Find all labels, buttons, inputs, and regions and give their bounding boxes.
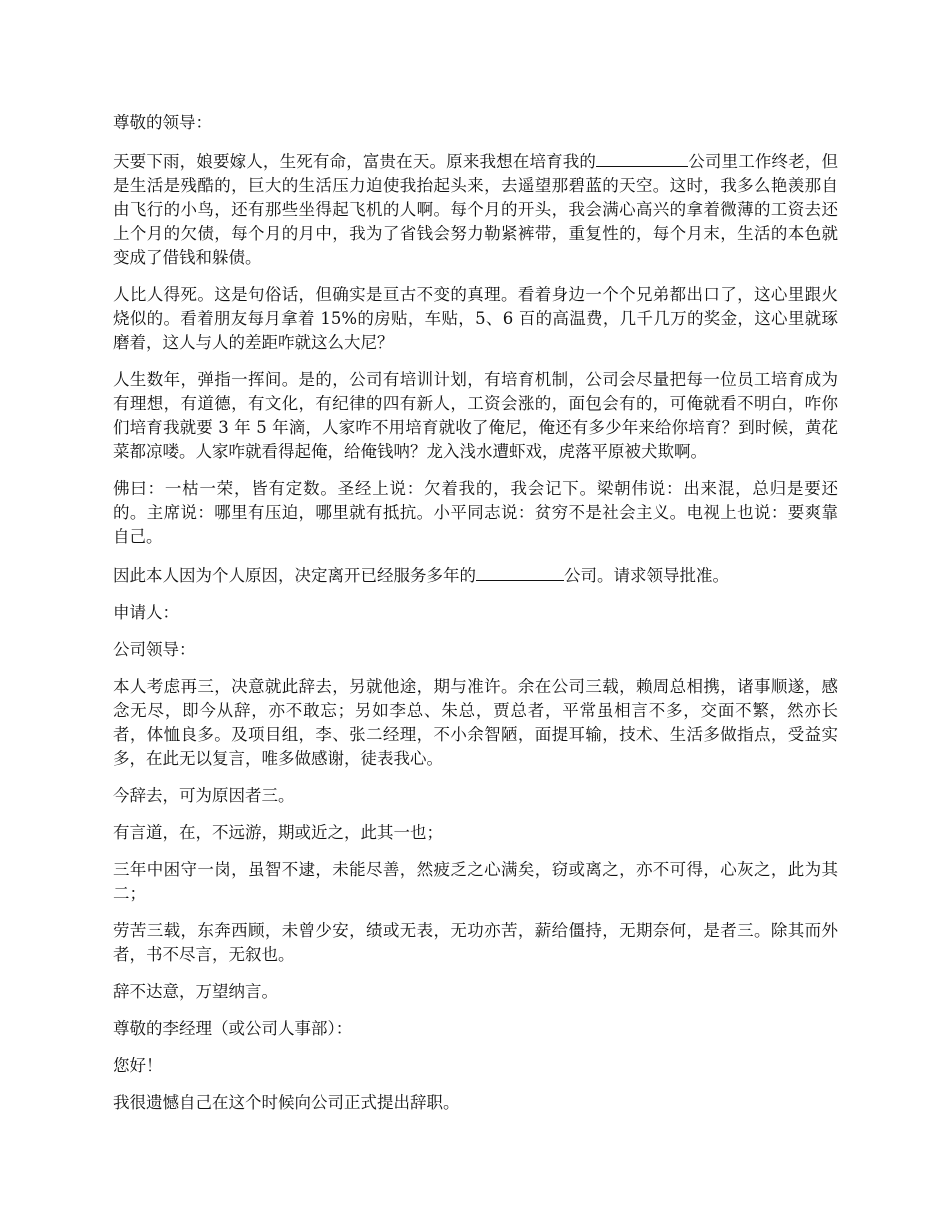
company-name-blank: [596, 148, 688, 167]
paragraph-1: [113, 148, 838, 270]
paragraph-9: 三年中困守一岗，虽智不逮，未能尽善，然疲乏之心满矣，窃或离之，亦不可得，心灰之，此为其二；: [113, 860, 838, 903]
paragraph-5-part-b: 公司。请求领导批准。: [564, 566, 729, 585]
salutation-leaders: 尊敬的领导：: [113, 113, 212, 132]
paragraph-5-part-a: 因此本人因为个人原因，决定离开已经服务多年的: [113, 566, 476, 585]
paragraph-6: 本人考虑再三，决意就此辞去，另就他途，期与准许。余在公司三载，赖周总相携，诸事顺遂，感念无尽，即今从辞，亦不敢忘；另如李总、朱总，贾总者，平常虽相言不多，交面不繁，然亦长者，体恤良多。及项目组，李、张二经理，不小余智陋，面提耳输，技术、生活多做指点，受益实多，在此无以复言，唯多做感谢，徒表我心。: [113, 677, 838, 768]
salutation-manager: 尊敬的李经理（或公司人事部）：: [113, 1019, 353, 1038]
paragraph-7: 今辞去，可为原因者三。: [113, 786, 295, 805]
paragraph-2: 人比人得死。这是句俗话，但确实是亘古不变的真理。看着身边一个个兄弟都出口了，这心里跟火烧似的。看着朋友每月拿着 15%的房贴，车贴，5、6 百的高温费，几千几万的奖金，这心里就琢磨着，这人与人的差距咋就这么大尼？: [113, 285, 838, 352]
paragraph-3: 人生数年，弹指一挥间。是的，公司有培训计划，有培育机制，公司会尽量把每一位员工培育成为有理想，有道德，有文化，有纪律的四有新人，工资会涨的，面包会有的，可俺就看不明白，咋你们培育我就要 3 年 5 年滴，人家咋不用培育就收了俺尼，俺还有多少年来给你培育？到时候，黄花菜都凉喽。人家咋就看得起俺，给俺钱呐？龙入浅水遭虾戏，虎落平原被犬欺啊。: [113, 370, 838, 461]
salutation-company-leaders: 公司领导：: [113, 640, 196, 659]
paragraph-10: 劳苦三载，东奔西顾，未曾少安，绩或无表，无功亦苦，薪给僵持，无期奈何，是者三。除其而外者，书不尽言，无叙也。: [113, 921, 838, 964]
paragraph-1-part-a: 天要下雨，娘要嫁人，生死有命，富贵在天。原来我想在培育我的: [113, 152, 597, 171]
document-page: [113, 111, 838, 1128]
paragraph-4: 佛曰：一枯一荣，皆有定数。圣经上说：欠着我的，我会记下。梁朝伟说：出来混，总归是要还的。主席说：哪里有压迫，哪里就有抵抗。小平同志说：贫穷不是社会主义。电视上也说：要爽靠自己。: [113, 479, 838, 546]
paragraph-5: [113, 562, 838, 588]
applicant-label: 申请人：: [113, 603, 179, 622]
paragraph-12: 我很遗憾自己在这个时候向公司正式提出辞职。: [113, 1093, 460, 1112]
paragraph-1-part-b: 公司里工作终老，但是生活是残酷的，巨大的生活压力迫使我抬起头来，去遥望那碧蓝的天空。这时，我多么艳羡那自由飞行的小鸟，还有那些坐得起飞机的人啊。每个月的开头，我会满心高兴的拿着微薄的工资去还上个月的欠债，每个月的月中，我为了省钱会努力勒紧裤带，重复性的，每个月末，生活的本色就变成了借钱和躲债。: [113, 152, 839, 267]
paragraph-11: 辞不达意，万望纳言。: [113, 982, 278, 1001]
greeting: 您好！: [113, 1056, 163, 1075]
company-name-blank-2: [476, 562, 564, 581]
paragraph-8: 有言道，在，不远游，期或近之，此其一也；: [113, 823, 443, 842]
